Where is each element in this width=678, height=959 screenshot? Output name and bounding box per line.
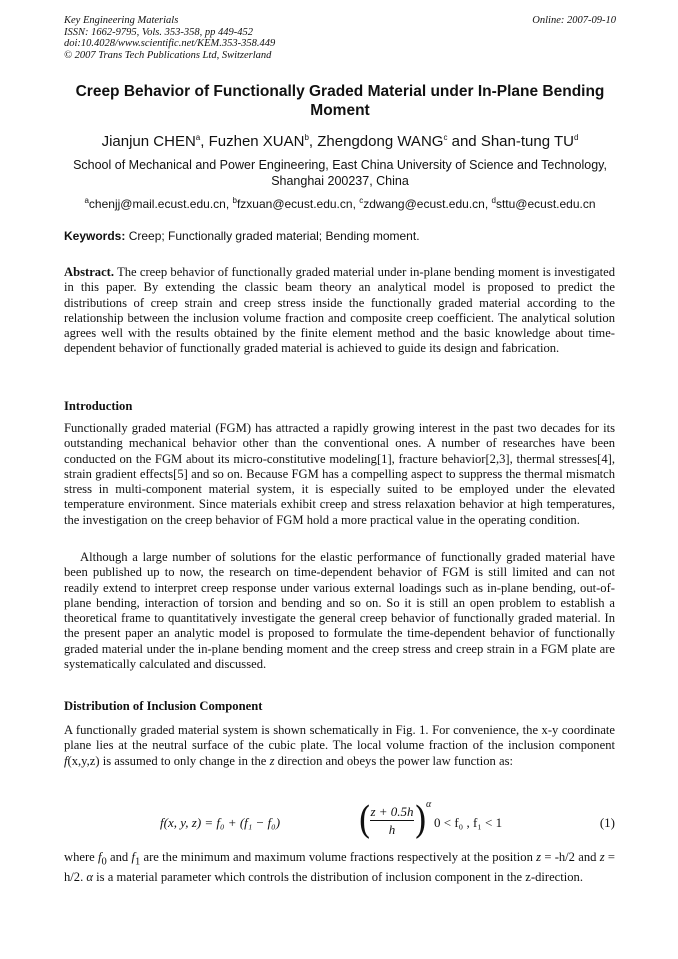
math-z: z	[269, 753, 275, 768]
doi-line: doi:10.4028/www.scientific.net/KEM.353-358.449	[64, 38, 276, 49]
abstract	[64, 265, 615, 357]
abstract-label: Abstract.	[64, 265, 115, 279]
author-mark: a	[195, 133, 201, 142]
equation-1	[64, 801, 615, 847]
text-run: is a material parameter which controls the distribution of inclusion component in the z-direction.	[93, 869, 583, 884]
paper-title: Creep Behavior of Functionally Graded Material under In-Plane Bending Moment	[75, 83, 605, 119]
keywords-text: Creep; Functionally graded material; Bending moment.	[128, 229, 420, 243]
author-separator: ,	[200, 133, 209, 150]
author-separator: ,	[308, 133, 318, 150]
keywords	[64, 228, 616, 244]
text-run: and	[106, 850, 132, 864]
author-mark: d	[573, 133, 579, 142]
email-list	[64, 193, 616, 212]
section-heading-distribution: Distribution of Inclusion Component	[64, 699, 263, 713]
email-separator: ,	[352, 197, 360, 211]
text-run: = -h/2 and	[541, 850, 600, 864]
math-alpha: α	[86, 869, 94, 884]
author-mark: c	[443, 133, 448, 142]
author-list	[64, 129, 616, 151]
equation-exponent: α	[426, 799, 432, 810]
text-run: is assumed to only change in the	[99, 753, 270, 768]
author-mark: b	[304, 133, 309, 142]
text-run: direction and obeys the power law function as:	[274, 753, 513, 768]
math-sub: 0	[101, 856, 107, 868]
equation-number: (1)	[599, 815, 615, 830]
author-name: Jianjun CHEN	[101, 133, 196, 150]
email-address[interactable]: fzxuan@ecust.edu.cn	[236, 197, 353, 211]
intro-paragraph-1: Functionally graded material (FGM) has attracted a rapidly growing interest in the past two decades for its outstanding mechanical behavior other than the conventional ones. A number of researches have been conducted on the FGM about its micro-constitutive modeling[1], fracture behavior[2,3], thermal stresses[4], strain gradient effects[5] and so on. Because FGM has a compelling aspect to suppress the thermal mismatch stress in multi-component material system, it is especially suited to be employed under the elevated temperature environment. Since materials exhibit creep and stress relaxation behavior at high temperatures, the investigation on the creep behavior of FGM hold a more practical value in the operating condition.	[64, 421, 615, 527]
email-mark: c	[359, 196, 364, 205]
text-run: = h/2.	[64, 850, 615, 884]
email-address[interactable]: sttu@ecust.edu.cn	[495, 197, 596, 211]
math-z: z	[599, 850, 605, 864]
journal-header	[64, 15, 616, 61]
author-name: Shan-tung TU	[480, 133, 574, 150]
online-date: Online: 2007-09-10	[532, 15, 616, 26]
math-sub: 1	[135, 856, 141, 868]
math-f: f	[64, 753, 68, 768]
author-name: Fuzhen XUAN	[208, 133, 305, 150]
author-separator: and	[447, 133, 481, 150]
affiliation: School of Mechanical and Power Engineering, East China University of Science and Technology, Shanghai 200237, China	[73, 158, 607, 188]
equation-denominator: h	[388, 822, 396, 837]
math-f0: f	[98, 850, 102, 864]
math-z: z	[536, 850, 542, 864]
text-run: are the minimum and maximum volume fractions respectively at the position	[140, 850, 537, 864]
math-f1: f	[131, 850, 135, 864]
equation-right-paren: )	[414, 799, 428, 843]
email-address[interactable]: chenjj@mail.ecust.edu.cn	[88, 197, 226, 211]
distribution-paragraph-1	[64, 723, 615, 769]
math-args: (x,y,z)	[67, 753, 100, 768]
email-mark: d	[491, 196, 496, 205]
email-mark: a	[84, 196, 89, 205]
email-separator: ,	[225, 197, 233, 211]
equation-fraction	[370, 803, 414, 839]
equation-lhs: f(x, y, z) = f₀ + (f₁ − f₀)	[160, 815, 281, 830]
section-heading-introduction: Introduction	[64, 399, 133, 413]
equation-left-paren: (	[358, 799, 372, 843]
issn-line: ISSN: 1662-9795, Vols. 353-358, pp 449-452	[64, 26, 253, 38]
journal-name: Key Engineering Materials	[64, 15, 179, 26]
email-mark: b	[232, 196, 237, 205]
author-name: Zhengdong WANG	[317, 133, 444, 150]
equation-numerator: z + 0.5h	[370, 804, 414, 819]
copyright-line: © 2007 Trans Tech Publications Ltd, Switzerland	[64, 49, 272, 61]
intro-paragraph-2: Although a large number of solutions for the elastic performance of functionally graded material have been published up to now, the research on time-dependent behavior of FGM is still limited and can not readily extend to interpret creep response under various external loadings such as in-plane bending, out-of-plane bending, interaction of torsion and bending and so on. So it is still an open problem to establish a theoretical frame to quantitatively investigate the general creep behavior of functionally graded material. In the present paper an analytic model is proposed to formulate the time-dependent behavior of functionally graded material under the in-plane bending moment and the creep stress and creep strain in a FGM plate are systematically calculated and discussed.	[64, 550, 615, 672]
keywords-label: Keywords:	[64, 229, 126, 243]
abstract-text: The creep behavior of functionally graded material under in-plane bending moment is investigated in this paper. By extending the classic beam theory an analytical model is proposed to predict the distributions of creep strain and creep stress inside the functionally graded material according to the relationship between the inclusion volume fraction and composite creep coefficient. The analytical solution agrees well with the results obtained by the finite element method and the basic knowledge about time-dependent behavior of functionally graded material is achieved to guide its design and fabrication.	[64, 265, 615, 356]
email-separator: ,	[484, 197, 492, 211]
text-run: A functionally graded material system is shown schematically in Fig. 1. For convenience, the x-y coordinate plane lies at the neutral surface of the cubic plate. The local volume fraction of the inclusion component	[64, 723, 615, 753]
distribution-paragraph-2	[64, 850, 615, 885]
equation-condition: 0 < f₀ , f₁ < 1	[434, 815, 503, 830]
text-run: where	[64, 850, 99, 864]
email-address[interactable]: zdwang@ecust.edu.cn	[363, 197, 485, 211]
